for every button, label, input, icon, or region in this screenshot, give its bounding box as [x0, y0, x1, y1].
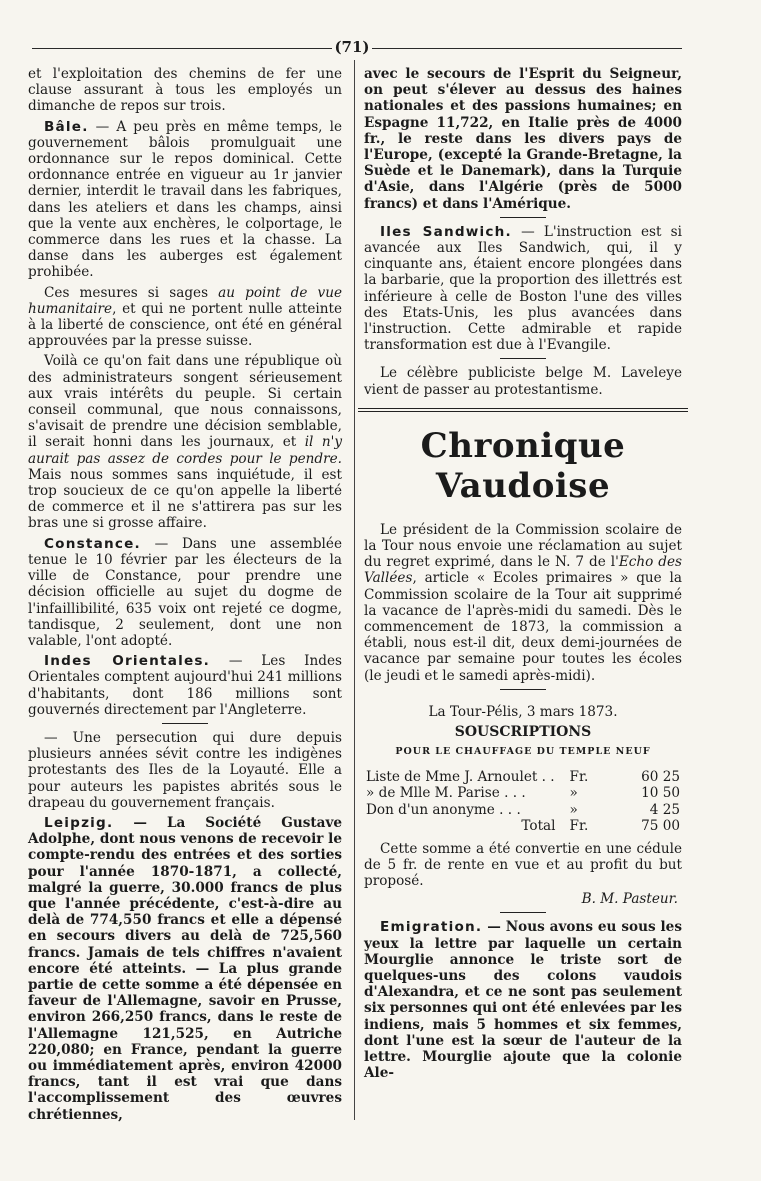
row-amount: 60 25 [641, 768, 680, 785]
republique-text-a: Voilà ce qu'on fait dans une république où des administrateurs songent sérieusement aux vrais intérêts du peuple. Si certain conseil communal, que nous connaissons, s'avisait de prendre une décision semblable, il serait honni dans les journaux, et [28, 353, 342, 451]
paragraph-laveleye: Le célèbre publiciste belge M. Laveleye vient de passer au protestantisme. [364, 365, 682, 398]
total-amount: 75 00 [641, 818, 680, 834]
row-amount: 10 50 [641, 785, 680, 801]
dateline: La Tour-Pélis, 3 mars 1873. [428, 703, 618, 720]
row-currency: Fr. [569, 768, 589, 785]
table-row [364, 769, 682, 786]
paragraph-sandwich [364, 224, 682, 354]
table-row [364, 785, 682, 802]
page-number: (71) [334, 38, 370, 56]
rubric-bale: Bâle. [44, 118, 89, 135]
separator-rule [500, 217, 546, 218]
paragraph-leipzig-continuation: avec le secours de l'Esprit du Seigneur, on peut s'élever au dessus des haines nationales et des passions humaines; en Espagne 11,722, en Italie près de 4000 fr., le reste dans les divers pays de l'Europe, (excepté la Grande-Bretagne, la Suède et le Danemark), dans la Turquie d'Asie, dans l'Algérie (près de 5000 francs) et dans l'Amérique. [364, 66, 682, 212]
paragraph-mesures [28, 285, 342, 350]
paragraph-bale [28, 119, 342, 281]
right-column [364, 66, 682, 1085]
separator-rule [500, 912, 546, 913]
mesures-text-a: Ces mesures si sages [44, 284, 219, 301]
sandwich-text: — L'instruction est si avancée aux Iles Sandwich, qui, il y cinquante ans, étaient encore plongées dans la barbarie, que la proportion des illettrés est inférieure à celle de Boston l'une des villes des Etats-Unis, les plus avancées dans l'instruction. Cette admirable et rapide transformation est due à l'Evangile. [364, 223, 682, 354]
row-name: » de Mlle M. Parise . . . [366, 785, 526, 801]
republique-text-italic: il n'y aurait pas assez de cordes pour le pendre. [28, 434, 342, 467]
commission-text-b: , article « Ecoles primaires » que la Commission scolaire de la Tour ait supprimé la vacance de l'après-midi du samedi. Dès le commencement de 1873, la commission a établi, nous est-il dit, deux demi-journées de vacance par semaine pour toutes les écoles (le jeudi et le samedi après-midi). [364, 570, 682, 684]
paragraph-constance [28, 536, 342, 649]
rubric-constance: Constance. [44, 535, 141, 552]
indes-text: — Les Indes Orientales comptent aujourd'hui 241 millions d'habitants, dont 186 millions sont gouvernés directement par l'Angleterre. [28, 653, 342, 718]
rubric-emigration: Emigration. [380, 919, 483, 936]
paragraph-indes [28, 653, 342, 718]
commission-text-a: Le président de la Commission scolaire de la Tour nous envoie une réclamation au sujet du regret exprimé, dans le N. 7 de l' [364, 521, 682, 571]
section-title: Chronique Vaudoise [420, 425, 626, 506]
commission-text-italic: Echo des Vallées [364, 554, 682, 587]
constance-text: — Dans une assemblée tenue le 10 février par les électeurs de la ville de Constance, pour prendre une décision officielle au sujet du dogme de l'infaillibilité, 635 voix ont rejeté ce dogme, tandisque, 2 seulement, dont une non valable, l'ont adopté. [28, 535, 342, 649]
left-column [28, 66, 342, 1127]
header-rule-left [32, 48, 332, 49]
column-divider [354, 60, 355, 1120]
table-row [364, 802, 682, 819]
row-amount: 4 25 [649, 801, 680, 818]
paragraph-leipzig [28, 815, 342, 1123]
header-rule-right [372, 48, 682, 49]
row-name: Don d'un anonyme . . . [366, 801, 521, 818]
republique-text-b: Mais nous sommes sans inquiétude, il est trop soucieux de ce qu'on appelle la liberté de commerce et il ne s'attirera pas sur les bras une si grosse affaire. [28, 466, 342, 532]
separator-rule [500, 689, 546, 690]
paragraph-cedule: Cette somme a été convertie en une cédule de 5 fr. de rente en vue et au profit du but proposé. [364, 840, 682, 889]
paragraph-emigration [364, 919, 682, 1081]
row-currency: » [569, 801, 578, 818]
mesures-text-italic: au point de vue humanitaire [28, 284, 342, 317]
mesures-text-b: , et qui ne portent nulle atteinte à la liberté de conscience, ont été en général approuvées par la presse suisse. [28, 300, 342, 350]
separator-rule [162, 723, 208, 724]
emigration-text: — Nous avons eu sous les yeux la lettre par laquelle un certain Mourglie annonce le triste sort de quelques-uns des colons vaudois d'Alexandra, et ce ne sont pas seulement six personnes qui ont été enlevées par les indiens, mais 5 hommes et six femmes, dont l'une est la sœur de l'auteur de la lettre. Mourglie ajoute que la colonie Ale- [364, 919, 682, 1082]
paragraph-persecution: — Une persecution qui dure depuis plusieurs années sévit contre les indigènes protestants des Iles de la Loyauté. Elle a pour auteurs les papistes abrités sous le drapeau du gouvernement français. [28, 729, 342, 811]
subscriptions-subtitle: POUR LE CHAUFFAGE DU TEMPLE NEUF [395, 746, 651, 758]
total-label: Total [521, 818, 556, 834]
paragraph-republique [28, 353, 342, 531]
paragraph-continuation: et l'exploitation des chemins de fer une clause assurant à tous les employés un dimanche de repos sur trois. [28, 66, 342, 115]
row-name: Liste de Mme J. Arnoulet . . [366, 768, 555, 785]
subscriptions-title: SOUSCRIPTIONS [454, 724, 592, 741]
paragraph-commission [364, 522, 682, 684]
rubric-indes: Indes Orientales. [44, 653, 211, 670]
row-currency: » [569, 785, 578, 801]
signature: B. M. Pasteur. [581, 891, 678, 908]
leipzig-text: — La Société Gustave Adolphe, dont nous venons de recevoir le compte-rendu des entrées et des sorties pour l'année 1870-1871, a collecté, malgré la guerre, 30.000 francs de plus que l'année précédente, c'est-à-dire au delà de 774,550 francs et elle a dépensé en secours divers au delà de 725,560 francs. Jamais de tels chiffres n'avaient encore été atteints. — La plus grande partie de cette somme a été dépensée en faveur de l'Allemagne, savoir en Prusse, environ 266,250 francs, dans le reste de l'Allemagne 121,525, en Autriche 220,080; en France, pendant la guerre ou immédiatement après, environ 42000 francs, tant il est vrai que dans l'accomplissement des œuvres chrétiennes, [28, 814, 342, 1123]
subscriptions-table [364, 769, 682, 835]
bale-text: — A peu près en même temps, le gouvernement bâlois promulguait une ordonnance sur le repos dominical. Cette ordonnance entrée en vigueur au 1r janvier dernier, interdit le travail dans les fabriques, dans les ateliers et dans les champs, ainsi que la vente aux enchères, le colportage, le commerce dans les rues et la chasse. La danse dans les auberges est également prohibée. [28, 118, 342, 281]
rubric-sandwich: Iles Sandwich. [380, 223, 512, 240]
total-currency: Fr. [569, 818, 589, 834]
rubric-leipzig: Leipzig. [44, 814, 114, 831]
section-double-rule [358, 408, 688, 412]
separator-rule [500, 358, 546, 359]
total-row [364, 818, 682, 835]
